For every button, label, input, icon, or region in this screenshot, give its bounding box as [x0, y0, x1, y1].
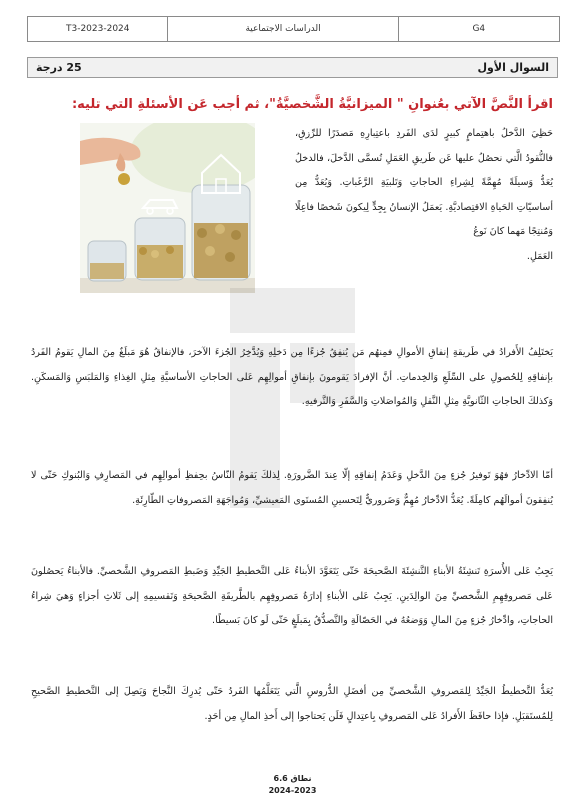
question-bar — [27, 57, 558, 78]
instruction-text: اقرأ النَّصَّ الآتي بعُنوانِ " الميزانيَّةُ الشَّخصيَّةُ"، ثم أجب عَن الأسئلةِ التي تليه: — [71, 97, 553, 112]
grade-label: G4 — [472, 24, 486, 34]
subject-cell — [168, 17, 398, 41]
paragraph-planning: يُعَدُّ التَّخطيطُ الجَيِّدُ لِلمَصروفِ الشَّخصيِّ مِن أفضَلِ الدُّروسِ الَّتي يَتَعَلَّمُها الفَردُ حَتّى يُدرِكَ النَّجاحَ وَيَصِلَ إلى التَّخطيطِ الصَّحيحِ لِلمُستَقبَلِ. فإذا حافَظَ الأَفرادُ عَلى المَصروفِ بِاعتِدالٍ فَلَن يَحتاجوا إلى أَخذِ المالِ مِن أحَدٍ. — [31, 686, 553, 722]
paragraph-income-last-line: العَمَلِ. — [526, 250, 553, 262]
paragraph-income — [295, 122, 553, 269]
header-table — [27, 16, 560, 42]
question-marks: 25 درجة — [36, 61, 82, 74]
subject-name: الدراسات الاجتماعية — [245, 24, 321, 34]
grade-cell — [399, 17, 559, 41]
paragraph-income-text: حَظِيَ الدَّخلُ باهتِمامٍ كبيرٍ لدَى الفَردِ باعتِبارِهِ مَصدَرًا للرِّزقِ، فالنُّقودُ الَّتي نحصُلُ عليها عَن طَريقِ العَمَلِ تُسمَّى الدَّخلَ، فالدخلُ يُعَدُّ وَسيلَةً مُهِمَّةً لِشِراءِ الحاجاتِ وَتَلبيَةِ الرَّغَباتِ. وَيُعَدُّ مِن أساسيّاتِ الحَياةِ الاقتِصاديَّةِ. يَعمَلُ الإنسانُ بِجِدٍّ لِيكونَ شَخصًا فاعِلًا وَمُنتِجًا مَهما كانَ نَوعُ — [295, 128, 553, 237]
paragraph-saving: أمّا الادِّخارُ فهُوَ تَوفيرُ جُزءٍ مِنَ الدَّخلِ وَعَدَمُ إنفاقِهِ إلّا عِندَ الضَّرورَةِ. لِذلكَ يَقومُ النّاسُ بحِفظِ أموالِهِم في المَصارِفِ وَالبُنوكِ حَتّى لا يُنفِقونَ أموالَهُم كامِلَةً. يُعَدُّ الادِّخارُ مُهِمٌّ وَضَروريٌّ لِتَحسينِ المُستَوى المَعيشيِّ، وَمُواجَهَةِ المَصروفاتِ الطّارِئَةِ. — [31, 470, 553, 506]
question-title: السوال الأول — [477, 61, 549, 74]
footer-label: نطاق 6.6 — [273, 774, 312, 783]
term-code-cell — [28, 17, 168, 41]
paragraph-family: يَجِبُ عَلى الأُسرَةِ تَنشِئَةُ الأبناءِ التَّنشِئَةَ الصَّحيحَةَ حَتّى يَتَعَوَّدَ الأبناءُ عَلى التَّخطيطِ الجَيِّدِ وَضَبطِ المَصروفِ الشَّخصيِّ. فالأبناءُ يَحصُلونَ عَلى مَصروفِهِمِ الشَّخصيِّ مِنَ الوالِدَينِ. يَجِبُ عَلى الأبناءِ إدارَةُ مَصروفِهِم بالطَّريقَةِ الصَّحيحَةِ وَتَقسيمِهِ إلى ثَلاثِ أجزاءٍ وَهيَ شِراءُ الحاجاتِ، وادِّخارُ جُزءٍ مِنَ المالِ وَوَضعُهُ في الحَصّالَةِ والتَّصدُّقُ بِمَبلَغٍ حَتّى لَو كانَ بَسيطًا. — [31, 566, 553, 626]
term-code: T3-2023-2024 — [65, 24, 130, 34]
savings-jars-image — [80, 123, 255, 293]
paragraph-spending: يَختَلِفُ الأَفرادُ في طَريقةِ إنفاقِ الأموالِ فمِنهُم مَن يُنفِقُ جُزءًا مِن دَخلِهِ وَيُدَّخِرُ الجُزءَ الآخرَ، فالإنفاقُ هُوَ مَبلَغٌ مِنَ المالِ يَقومُ الفَردُ بإنفاقِهِ لِلحُصولِ على السِّلَعِ وَالخِدماتِ. أنَّ الإفرادَ يَقومونَ بإنفاقِ أموالِهِم عَلى الحاجاتِ الأساسيَّةِ مِثلِ الغِذاءِ وَالمَلبَسِ وَالمَسكَنِ. وَكذلكَ الحاجاتِ الثّانويَّةِ مِثلِ النَّقلِ وَالمُواصَلاتِ وَالسَّفَرِ وَالتَّرفيهِ. — [31, 347, 553, 407]
footer-year: 2024-2023 — [268, 786, 317, 795]
